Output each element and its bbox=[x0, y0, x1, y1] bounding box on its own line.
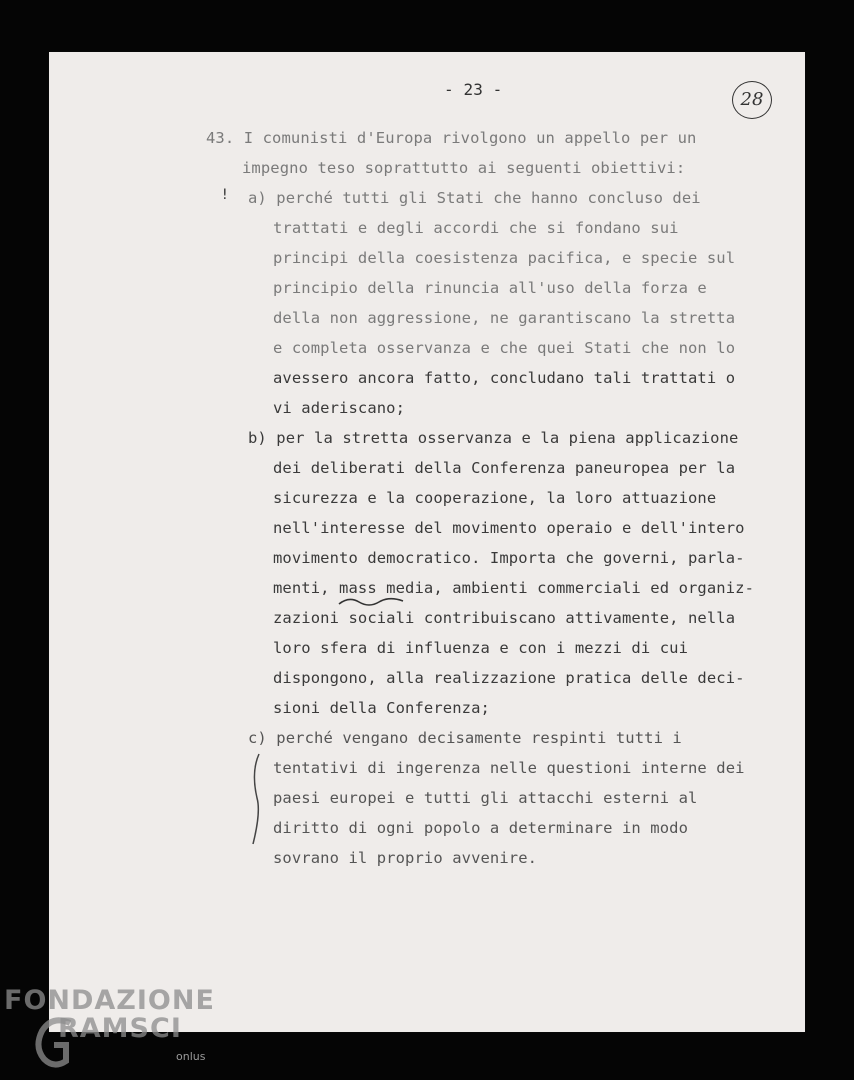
watermark-line2: RAMSCI bbox=[58, 1013, 182, 1044]
text-line: dei deliberati della Conferenza paneuropea per la bbox=[273, 459, 736, 477]
text-line: della non aggressione, ne garantiscano la stretta bbox=[273, 309, 736, 327]
text-line: movimento democratico. Importa che governi, parla- bbox=[273, 549, 745, 567]
text-line: sovrano il proprio avvenire. bbox=[273, 849, 538, 867]
page-number: - 23 - bbox=[444, 80, 503, 99]
text-line: c) perché vengano decisamente respinti tutti i bbox=[248, 729, 682, 747]
text-line: e completa osservanza e che quei Stati che non lo bbox=[273, 339, 736, 357]
text-line: paesi europei e tutti gli attacchi esterni al bbox=[273, 789, 698, 807]
margin-mark: ! bbox=[222, 187, 228, 203]
text-line: impegno teso soprattutto ai seguenti obiettivi: bbox=[242, 159, 686, 177]
text-line: trattati e degli accordi che si fondano sui bbox=[273, 219, 679, 237]
text-line: vi aderiscano; bbox=[273, 399, 406, 417]
text-line: principi della coesistenza pacifica, e specie sul bbox=[273, 249, 736, 267]
text-line: principio della rinuncia all'uso della forza e bbox=[273, 279, 707, 297]
text-line: loro sfera di influenza e con i mezzi di cui bbox=[273, 639, 688, 657]
handwritten-underline bbox=[337, 596, 407, 608]
text-line: a) perché tutti gli Stati che hanno concluso dei bbox=[248, 189, 701, 207]
text-line: menti, mass media, ambienti commerciali ed organiz- bbox=[273, 579, 755, 597]
text-line: 43. I comunisti d'Europa rivolgono un appello per un bbox=[206, 129, 697, 147]
text-line: dispongono, alla realizzazione pratica delle deci- bbox=[273, 669, 745, 687]
text-line: sicurezza e la cooperazione, la loro attuazione bbox=[273, 489, 717, 507]
fondazione-gramsci-watermark bbox=[4, 985, 224, 1075]
watermark-line1: FONDAZIONE bbox=[4, 985, 215, 1016]
text-line: b) per la stretta osservanza e la piena applicazione bbox=[248, 429, 739, 447]
watermark-suffix: onlus bbox=[176, 1050, 206, 1063]
handwritten-brace-mark bbox=[249, 752, 265, 848]
text-line: tentativi di ingerenza nelle questioni interne dei bbox=[273, 759, 745, 777]
document-page bbox=[49, 52, 805, 1032]
text-line: sioni della Conferenza; bbox=[273, 699, 490, 717]
text-line: nell'interesse del movimento operaio e dell'intero bbox=[273, 519, 745, 537]
text-line: zazioni sociali contribuiscano attivamente, nella bbox=[273, 609, 736, 627]
archive-number-annotation: 28 bbox=[732, 81, 772, 119]
text-line: diritto di ogni popolo a determinare in modo bbox=[273, 819, 688, 837]
text-line: avessero ancora fatto, concludano tali trattati o bbox=[273, 369, 736, 387]
